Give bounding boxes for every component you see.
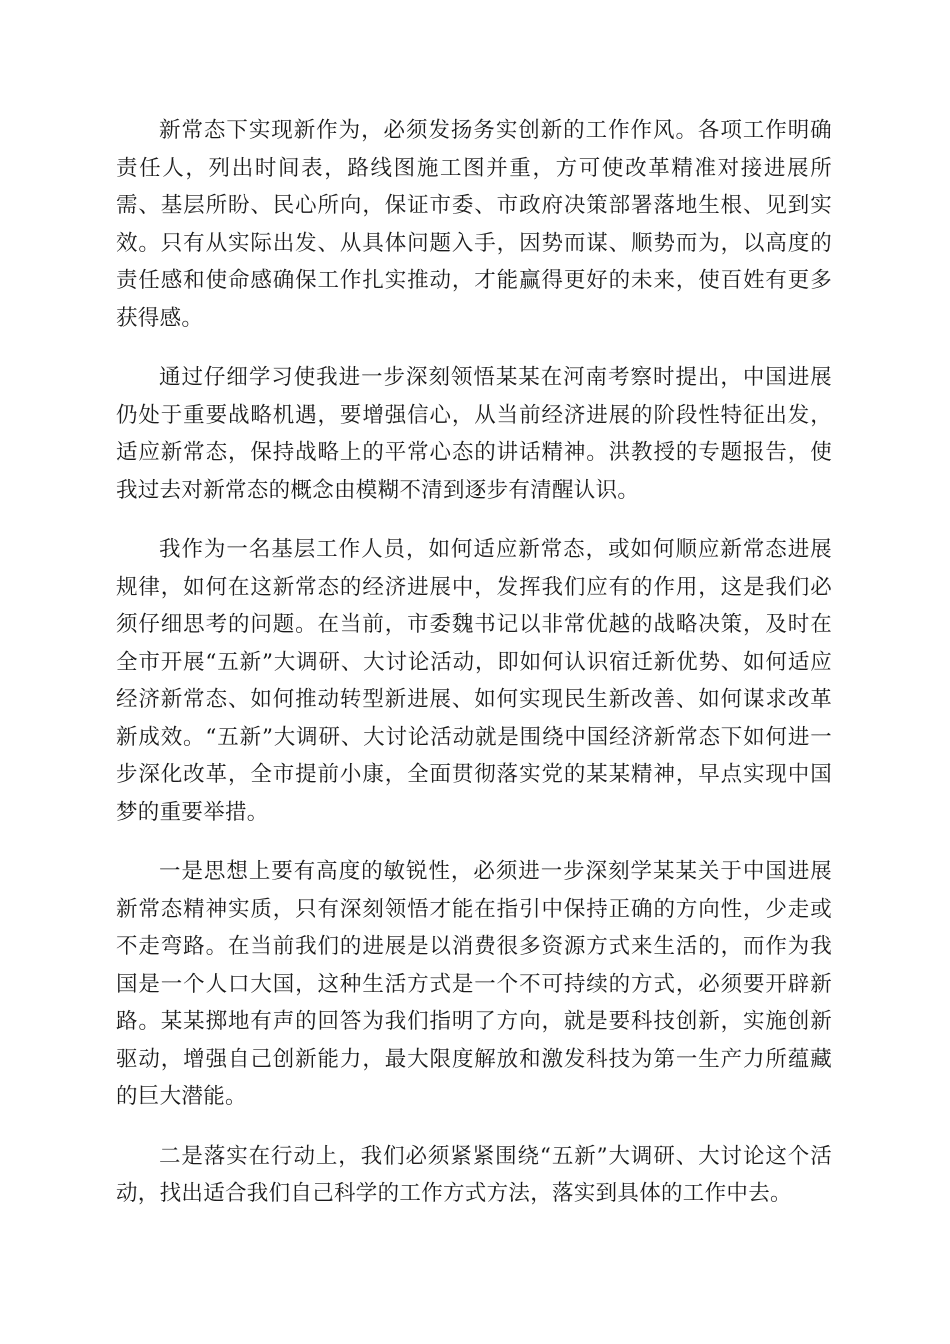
paragraph-2: 通过仔细学习使我进一步深刻领悟某某在河南考察时提出，中国进展仍处于重要战略机遇，要增强信心，从当前经济进展的阶段性特征出发，适应新常态，保持战略上的平常心态的讲话精神。洪教授的专题报告，使我过去对新常态的概念由模糊不清到逐步有清醒认识。 [116,365,832,503]
paragraph-4: 一是思想上要有高度的敏锐性，必须进一步深刻学某某关于中国进展新常态精神实质，只有深刻领悟才能在指引中保持正确的方向性，少走或不走弯路。在当前我们的进展是以消费很多资源方式来生活的，而作为我国是一个人口大国，这种生活方式是一个不可持续的方式，必须要开辟新路。某某掷地有声的回答为我们指明了方向，就是要科技创新，实施创新驱动，增强自己创新能力，最大限度解放和激发科技为第一生产力所蕴藏的巨大潜能。 [116,859,832,1109]
document-body [116,112,832,1235]
paragraph-1: 新常态下实现新作为，必须发扬务实创新的工作作风。各项工作明确责任人，列出时间表，路线图施工图并重，方可使改革精准对接进展所需、基层所盼、民心所向，保证市委、市政府决策部署落地生根、见到实效。只有从实际出发、从具体问题入手，因势而谋、顺势而为，以高度的责任感和使命感确保工作扎实推动，才能赢得更好的未来，使百姓有更多获得感。 [116,118,832,331]
paragraph-5: 二是落实在行动上，我们必须紧紧围绕“五新”大调研、大讨论这个活动，找出适合我们自己科学的工作方式方法，落实到具体的工作中去。 [116,1143,832,1206]
paragraph-3: 我作为一名基层工作人员，如何适应新常态，或如何顺应新常态进展规律，如何在这新常态的经济进展中，发挥我们应有的作用，这是我们必须仔细思考的问题。在当前，市委魏书记以非常优越的战略决策，及时在全市开展“五新”大调研、大讨论活动，即如何认识宿迁新优势、如何适应经济新常态、如何推动转型新进展、如何实现民生新改善、如何谋求改革新成效。“五新”大调研、大讨论活动就是围绕中国经济新常态下如何进一步深化改革，全市提前小康，全面贯彻落实党的某某精神，早点实现中国梦的重要举措。 [116,537,832,825]
